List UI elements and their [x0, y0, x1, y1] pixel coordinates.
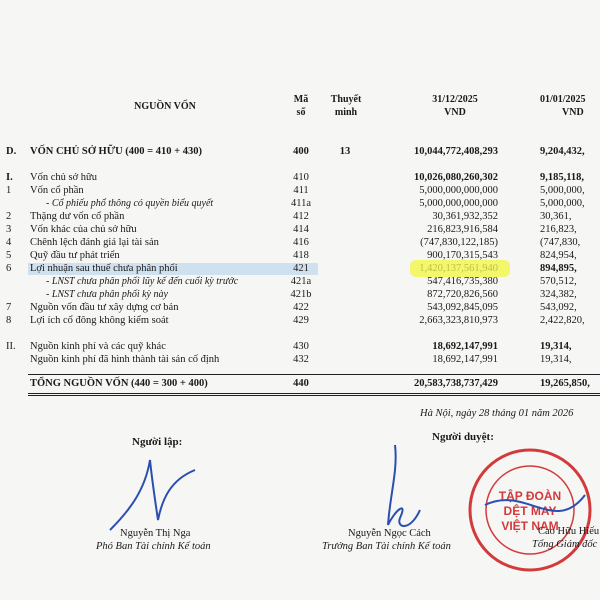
- stamp-line1: TẬP ĐOÀN: [498, 489, 562, 503]
- row-value-current: 547,416,735,380: [427, 276, 498, 287]
- table-row-highlighted: [0, 263, 600, 275]
- stamp-line2: DỆT MAY: [503, 504, 557, 518]
- preparer-name: Nguyễn Thị Nga: [120, 528, 191, 539]
- checker-role: Trưởng Ban Tài chính Kế toán: [322, 541, 451, 552]
- row-label: Thặng dư vốn cổ phần: [30, 211, 125, 222]
- row-value-previous: (747,830,: [540, 237, 581, 248]
- table-row: [0, 302, 600, 314]
- row-value-previous: 324,382,: [540, 289, 577, 300]
- row-value-previous: 894,895,: [540, 263, 577, 274]
- table-row: [0, 198, 600, 210]
- header-date1-value: 31/12/2025: [432, 94, 478, 105]
- row-code: 432: [293, 354, 309, 365]
- row-value-current: 543,092,845,095: [427, 302, 498, 313]
- header-note-line1: Thuyết: [330, 94, 362, 105]
- row-code: 416: [293, 237, 309, 248]
- header-code-line1: Mã: [293, 94, 309, 105]
- row-value-previous: 2,422,820,: [540, 315, 585, 326]
- approver-title: Người duyệt:: [432, 431, 494, 443]
- table-row: [0, 354, 600, 366]
- row-label: - Cổ phiếu phổ thông có quyền biểu quyết: [46, 198, 214, 209]
- row-value-previous: 5,000,000,: [540, 185, 585, 196]
- header-date1-unit: VND: [444, 107, 466, 118]
- row-code: 422: [293, 302, 309, 313]
- table-row: [0, 211, 600, 223]
- row-value-current: 30,361,932,352: [432, 211, 498, 222]
- row-code: 429: [293, 315, 309, 326]
- header-date2-unit: VND: [562, 107, 584, 118]
- row-label: Vốn cổ phần: [30, 185, 84, 196]
- row-code: 430: [293, 341, 309, 352]
- director-name: Cao Hữu Hiếu: [538, 526, 600, 537]
- header-note-line2: minh: [334, 107, 358, 118]
- row-label: - LNST chưa phân phối lũy kế đến cuối kỳ trước: [46, 276, 239, 287]
- row-number: 1: [6, 185, 12, 196]
- row-value-current: (747,830,122,185): [420, 237, 498, 248]
- row-value-current: 18,692,147,991: [432, 354, 498, 365]
- row-number: 5: [6, 250, 12, 261]
- row-number: D.: [6, 146, 17, 157]
- row-label: Nguồn kinh phí đã hình thành tài sản cố định: [30, 354, 220, 365]
- table-row: [0, 172, 600, 184]
- row-value-current: 900,170,315,543: [427, 250, 498, 261]
- row-value-previous: 216,823,: [540, 224, 577, 235]
- header-date1: [415, 93, 495, 119]
- row-label: Lợi nhuận sau thuế chưa phân phối: [30, 263, 178, 274]
- company-stamp: [465, 445, 598, 575]
- row-value-current: 216,823,916,584: [427, 224, 498, 235]
- row-number: 2: [6, 211, 12, 222]
- row-label: Vốn chủ sở hữu: [30, 172, 97, 183]
- row-code: 400: [293, 146, 309, 157]
- total-top-rule: [28, 374, 600, 375]
- row-value-previous: 570,512,: [540, 276, 577, 287]
- row-label: VỐN CHỦ SỞ HỮU (400 = 410 + 430): [30, 146, 202, 157]
- row-value-current: 5,000,000,000,000: [419, 198, 498, 209]
- date-line: Hà Nội, ngày 28 tháng 01 năm 2026: [420, 408, 574, 419]
- total-bottom-rule-2: [28, 395, 600, 396]
- table-row: [0, 289, 600, 301]
- checker-name: Nguyễn Ngọc Cách: [348, 528, 431, 539]
- header-code-line2: số: [296, 107, 306, 118]
- table-row: [0, 237, 600, 249]
- row-label: Vốn khác của chủ sở hữu: [30, 224, 137, 235]
- total-bottom-rule: [28, 393, 600, 394]
- row-value-current: 20,583,738,737,429: [414, 378, 498, 389]
- table-row: [0, 185, 600, 197]
- checker-signature: [360, 440, 430, 540]
- row-value-previous: 9,204,432,: [540, 146, 585, 157]
- table-row-total: [0, 378, 600, 390]
- row-label: Quỹ đầu tư phát triển: [30, 250, 120, 261]
- row-label: Nguồn kinh phí và các quỹ khác: [30, 341, 166, 352]
- header-code: [285, 93, 317, 119]
- row-number: 6: [6, 263, 12, 274]
- row-value-previous: 5,000,000,: [540, 198, 585, 209]
- row-code: 410: [293, 172, 309, 183]
- row-value-previous: 19,314,: [540, 354, 572, 365]
- row-value-previous: 824,954,: [540, 250, 577, 261]
- header-source: NGUỒN VỐN: [134, 101, 196, 112]
- row-code: 412: [293, 211, 309, 222]
- header-date2-value: 01/01/2025: [540, 94, 586, 105]
- table-row: [0, 250, 600, 262]
- row-value-current: 2,663,323,810,973: [419, 315, 498, 326]
- row-value-previous: 30,361,: [540, 211, 572, 222]
- row-label: Lợi ích cổ đông không kiểm soát: [30, 315, 169, 326]
- row-code: 421: [293, 263, 309, 274]
- row-number: 4: [6, 237, 12, 248]
- row-value-previous: 543,092,: [540, 302, 577, 313]
- header-date2: [540, 93, 600, 119]
- row-value-previous: 9,185,118,: [540, 172, 585, 183]
- row-code: 421b: [290, 289, 312, 300]
- table-row: [0, 315, 600, 327]
- row-number: 8: [6, 315, 12, 326]
- table-row: [0, 276, 600, 288]
- header-note: [322, 93, 370, 119]
- row-code: 418: [293, 250, 309, 261]
- row-number: 3: [6, 224, 12, 235]
- row-label: - LNST chưa phân phối kỳ này: [46, 289, 168, 300]
- row-code: 440: [293, 378, 309, 389]
- row-value-current: 872,720,826,560: [427, 289, 498, 300]
- row-value-previous: 19,314,: [540, 341, 572, 352]
- row-number: II.: [6, 341, 16, 352]
- row-code: 421a: [290, 276, 312, 287]
- row-number: 7: [6, 302, 12, 313]
- row-note: 13: [339, 146, 351, 157]
- row-value-current: 1,420,137,561,940: [419, 263, 498, 274]
- row-value-previous: 19,265,850,: [540, 378, 590, 389]
- row-code: 414: [293, 224, 309, 235]
- table-row: [0, 146, 600, 158]
- row-label: TỔNG NGUỒN VỐN (440 = 300 + 400): [30, 378, 208, 389]
- row-label: Nguồn vốn đầu tư xây dựng cơ bản: [30, 302, 179, 313]
- preparer-role: Phó Ban Tài chính Kế toán: [96, 541, 211, 552]
- preparer-title: Người lập:: [132, 436, 183, 448]
- stamp-line3: VIỆT NAM: [501, 519, 559, 533]
- row-value-current: 10,026,080,260,302: [414, 172, 498, 183]
- row-value-current: 18,692,147,991: [432, 341, 498, 352]
- preparer-signature: [100, 450, 200, 540]
- table-row: [0, 224, 600, 236]
- row-value-current: 10,044,772,408,293: [414, 146, 498, 157]
- row-code: 411a: [290, 198, 312, 209]
- table-row: [0, 341, 600, 353]
- row-number: I.: [6, 172, 13, 183]
- row-label: Chênh lệch đánh giá lại tài sản: [30, 237, 159, 248]
- director-role: Tổng Giám đốc: [532, 539, 598, 550]
- row-code: 411: [293, 185, 309, 196]
- row-value-current: 5,000,000,000,000: [419, 185, 498, 196]
